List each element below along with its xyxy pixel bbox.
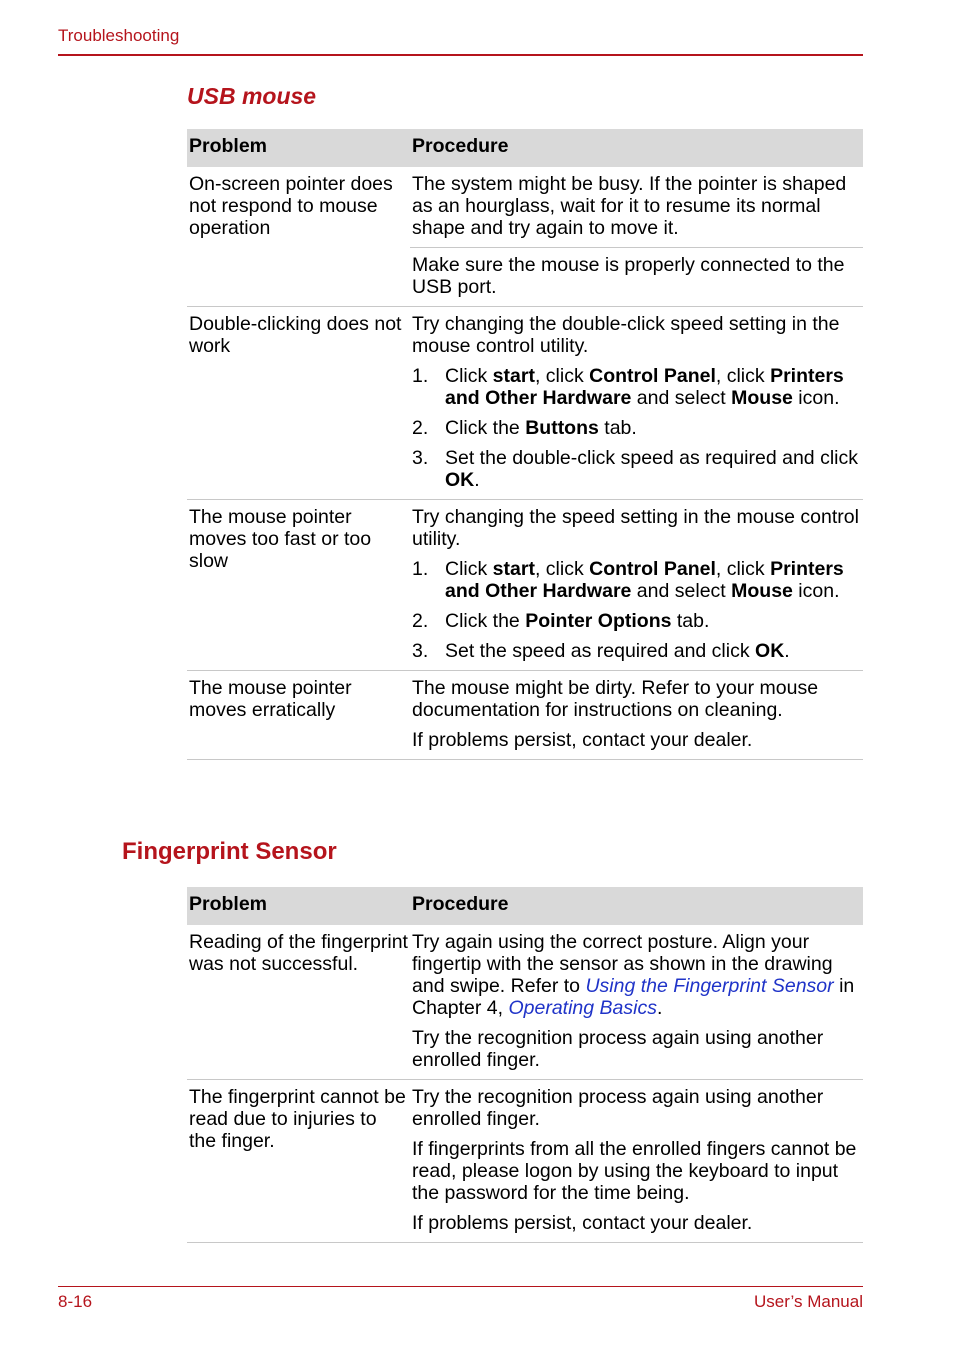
problem-cell: The fingerprint cannot be read due to injuries to the finger. xyxy=(187,1080,410,1243)
table-row xyxy=(187,671,863,760)
table-header-row xyxy=(187,887,863,925)
problem-cell: On-screen pointer does not respond to mouse operation xyxy=(187,167,410,307)
problem-cell: Reading of the fingerprint was not successful. xyxy=(187,925,410,1080)
list-item: 2. Click the Buttons tab. xyxy=(412,417,637,439)
column-header-procedure: Procedure xyxy=(410,887,863,925)
table-row xyxy=(187,925,863,1080)
step-list xyxy=(412,558,861,662)
link-operating-basics[interactable]: Operating Basics xyxy=(508,997,657,1019)
running-header: Troubleshooting xyxy=(58,26,180,45)
list-item: 3. Set the double-click speed as required and click OK. xyxy=(412,447,858,491)
procedure-cell: Make sure the mouse is properly connected to the USB port. xyxy=(410,248,863,307)
table-row xyxy=(187,1080,863,1243)
problem-cell: The mouse pointer moves too fast or too slow xyxy=(187,500,410,671)
page-number: 8-16 xyxy=(58,1292,93,1311)
table-row xyxy=(187,167,863,248)
column-header-problem: Problem xyxy=(187,887,410,925)
step-list xyxy=(412,365,861,491)
fingerprint-sensor-heading: Fingerprint Sensor xyxy=(122,838,337,865)
list-item: 1. Click start, click Control Panel, click Printers and Other Hardware and select Mouse icon. xyxy=(412,365,844,409)
header-rule xyxy=(58,54,863,56)
list-item: 1. Click start, click Control Panel, click Printers and Other Hardware and select Mouse icon. xyxy=(412,558,844,602)
table-header-row xyxy=(187,129,863,167)
procedure-cell: The mouse might be dirty. Refer to your mouse documentation for instructions on cleaning. If problems persist, contact your dealer. xyxy=(410,671,863,760)
fingerprint-table xyxy=(187,887,863,1243)
column-header-procedure: Procedure xyxy=(410,129,863,167)
procedure-cell: Try again using the correct posture. Align your fingertip with the sensor as shown in the drawing and swipe. Refer to Using the Fingerprint Sensor in Chapter 4, Operating Basics. Try the recognition process again using another enrolled finger. xyxy=(410,925,863,1080)
list-item: 3. Set the speed as required and click OK. xyxy=(412,640,790,662)
footer-rule xyxy=(58,1286,863,1287)
procedure-cell: Try the recognition process again using another enrolled finger. If fingerprints from all the enrolled fingers cannot be read, please logon by using the keyboard to input the password for the time being. If problems persist, contact your dealer. xyxy=(410,1080,863,1243)
problem-cell: The mouse pointer moves erratically xyxy=(187,671,410,760)
procedure-cell: Try changing the double-click speed setting in the mouse control utility. 1. Click start, click Control Panel, click Printers and Other Hardware and select Mouse icon. 2. Click the Buttons tab. 3. Set the double-click speed as required and click OK. xyxy=(410,307,863,500)
column-header-problem: Problem xyxy=(187,129,410,167)
table-row xyxy=(187,307,863,500)
procedure-cell: The system might be busy. If the pointer is shaped as an hourglass, wait for it to resume its normal shape and try again to move it. xyxy=(410,167,863,248)
usb-mouse-heading: USB mouse xyxy=(187,83,317,109)
list-item: 2. Click the Pointer Options tab. xyxy=(412,610,710,632)
link-using-fingerprint-sensor[interactable]: Using the Fingerprint Sensor xyxy=(585,975,834,997)
table-row xyxy=(187,500,863,671)
manual-title: User’s Manual xyxy=(754,1292,863,1311)
usb-mouse-table xyxy=(187,129,863,760)
problem-cell: Double-clicking does not work xyxy=(187,307,410,500)
procedure-cell: Try changing the speed setting in the mouse control utility. 1. Click start, click Control Panel, click Printers and Other Hardware and select Mouse icon. 2. Click the Pointer Options tab. 3. Set the speed as required and click OK. xyxy=(410,500,863,671)
